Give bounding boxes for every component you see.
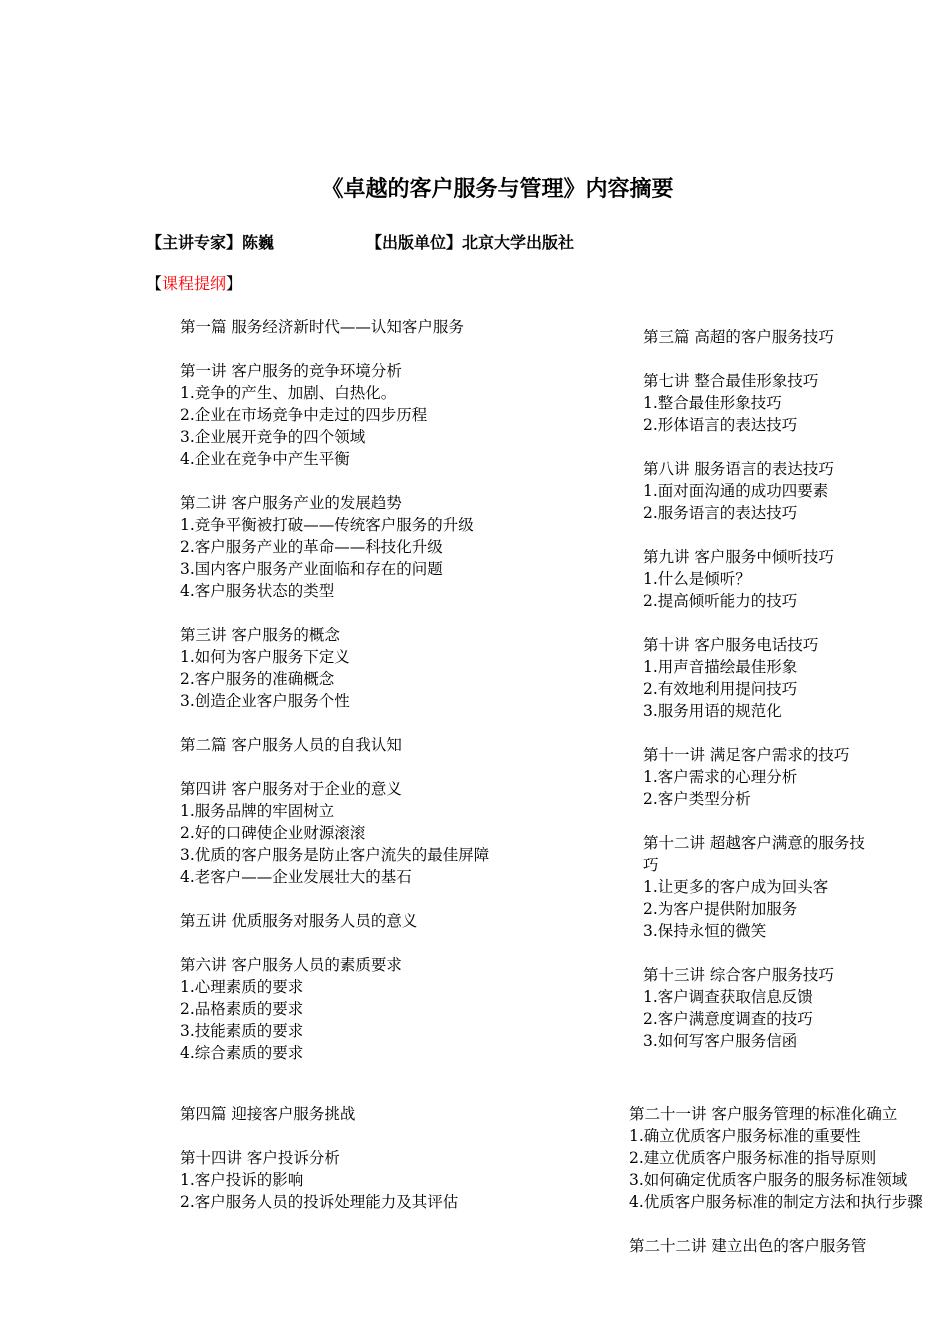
list-item: 4.优质客户服务标准的制定方法和执行步骤 — [629, 1193, 923, 1211]
section-heading: 第九讲 客户服务中倾听技巧 — [643, 548, 834, 566]
section-heading: 第八讲 服务语言的表达技巧 — [643, 460, 834, 478]
blank-line — [180, 756, 489, 778]
list-item: 2.品格素质的要求 — [180, 1000, 304, 1018]
list-item: 2.客户服务的准确概念 — [180, 670, 335, 688]
list-item: 2.有效地利用提问技巧 — [643, 680, 798, 698]
list-item: 2.客户类型分析 — [643, 790, 751, 808]
section-heading: 第三讲 客户服务的概念 — [180, 626, 340, 644]
blank-line — [643, 348, 865, 370]
outline-label: 课程提纲 — [162, 274, 227, 293]
list-item: 2.为客户提供附加服务 — [643, 900, 798, 918]
list-item: 3.保持永恒的微笑 — [643, 922, 767, 940]
list-item: 1.什么是倾听？ — [643, 570, 751, 588]
section-heading: 第二十一讲 客户服务管理的标准化确立 — [629, 1105, 898, 1123]
list-item: 2.服务语言的表达技巧 — [643, 504, 798, 522]
section-heading: 第四讲 客户服务对于企业的意义 — [180, 780, 402, 798]
list-item: 1.整合最佳形象技巧 — [643, 394, 782, 412]
list-item: 2.好的口碑使企业财源滚滚 — [180, 824, 366, 842]
outline-column-right-bottom — [593, 1103, 933, 1257]
section-heading: 第十四讲 客户投诉分析 — [180, 1149, 340, 1167]
list-item: 3.技能素质的要求 — [180, 1022, 304, 1040]
section-heading: 第十二讲 超越客户满意的服务技 — [643, 834, 865, 852]
course-outline-heading — [146, 272, 242, 296]
blank-line — [643, 612, 865, 634]
publisher-label: 【出版单位】北京大学出版社 — [366, 233, 575, 252]
list-item: 1.面对面沟通的成功四要素 — [643, 482, 829, 500]
list-item: 1.用声音描绘最佳形象 — [643, 658, 798, 676]
list-item: 3.国内客户服务产业面临和存在的问题 — [180, 560, 443, 578]
list-item: 2.企业在市场竞争中走过的四步历程 — [180, 406, 428, 424]
outline-column-left-top — [180, 316, 489, 1064]
list-item: 1.客户投诉的影响 — [180, 1171, 304, 1189]
list-item: 2.客户满意度调查的技巧 — [643, 1010, 813, 1028]
outline-bracket-open: 【 — [146, 274, 163, 293]
section-heading: 第十讲 客户服务电话技巧 — [643, 636, 819, 654]
list-item: 1.如何为客户服务下定义 — [180, 648, 350, 666]
list-item: 1.让更多的客户成为回头客 — [643, 878, 829, 896]
list-item: 2.提高倾听能力的技巧 — [643, 592, 798, 610]
blank-line — [643, 524, 865, 546]
blank-line — [180, 1125, 458, 1147]
list-item: 3.企业展开竞争的四个领域 — [180, 428, 366, 446]
list-item: 1.心理素质的要求 — [180, 978, 304, 996]
list-item: 4.老客户——企业发展壮大的基石 — [180, 868, 412, 886]
blank-line — [643, 810, 865, 832]
section-heading: 第十三讲 综合客户服务技巧 — [643, 966, 834, 984]
list-item: 3.优质的客户服务是防止客户流失的最佳屏障 — [180, 846, 490, 864]
blank-line — [180, 602, 489, 624]
section-heading: 第三篇 高超的客户服务技巧 — [643, 328, 834, 346]
list-item: 1.服务品牌的牢固树立 — [180, 802, 335, 820]
section-heading: 第二篇 客户服务人员的自我认知 — [180, 736, 402, 754]
blank-line — [643, 722, 865, 744]
list-item: 2.客户服务人员的投诉处理能力及其评估 — [180, 1193, 459, 1211]
section-heading: 第二讲 客户服务产业的发展趋势 — [180, 494, 402, 512]
list-item: 2.客户服务产业的革命——科技化升级 — [180, 538, 443, 556]
list-item: 3.服务用语的规范化 — [643, 702, 782, 720]
list-item: 1.竞争平衡被打破——传统客户服务的升级 — [180, 516, 474, 534]
list-item: 3.如何确定优质客户服务的服务标准领域 — [629, 1171, 908, 1189]
outline-column-left-bottom — [180, 1103, 458, 1213]
list-item: 1.确立优质客户服务标准的重要性 — [629, 1127, 861, 1145]
blank-line — [180, 470, 489, 492]
list-item: 3.创造企业客户服务个性 — [180, 692, 350, 710]
blank-line — [643, 942, 865, 964]
section-heading: 第一篇 服务经济新时代——认知客户服务 — [180, 318, 464, 336]
list-item: 2.建立优质客户服务标准的指导原则 — [629, 1149, 877, 1167]
list-item: 2.形体语言的表达技巧 — [643, 416, 798, 434]
blank-line — [593, 1213, 933, 1235]
section-heading: 第七讲 整合最佳形象技巧 — [643, 372, 819, 390]
section-heading: 第四篇 迎接客户服务挑战 — [180, 1105, 356, 1123]
section-heading: 第六讲 客户服务人员的素质要求 — [180, 956, 402, 974]
section-heading: 第五讲 优质服务对服务人员的意义 — [180, 912, 418, 930]
list-item: 1.客户调查获取信息反馈 — [643, 988, 813, 1006]
blank-line — [180, 888, 489, 910]
list-item: 4.综合素质的要求 — [180, 1044, 304, 1062]
section-heading: 第一讲 客户服务的竞争环境分析 — [180, 362, 402, 380]
outline-bracket-close: 】 — [226, 274, 243, 293]
blank-line — [643, 436, 865, 458]
list-item: 巧 — [643, 856, 659, 874]
section-heading: 第二十二讲 建立出色的客户服务管 — [629, 1237, 867, 1255]
blank-line — [180, 932, 489, 954]
list-item: 1.客户需求的心理分析 — [643, 768, 798, 786]
list-item: 4.企业在竞争中产生平衡 — [180, 450, 350, 468]
blank-line — [180, 712, 489, 734]
list-item: 4.客户服务状态的类型 — [180, 582, 335, 600]
expert-label: 【主讲专家】陈巍 — [146, 233, 275, 252]
section-heading: 第十一讲 满足客户需求的技巧 — [643, 746, 850, 764]
outline-column-right-top — [643, 326, 865, 1052]
blank-line — [180, 338, 489, 360]
page-title: 《卓越的客户服务与管理》内容摘要 — [321, 177, 674, 202]
list-item: 3.如何写客户服务信函 — [643, 1032, 798, 1050]
list-item: 1.竞争的产生、加剧、白热化。 — [180, 384, 397, 402]
